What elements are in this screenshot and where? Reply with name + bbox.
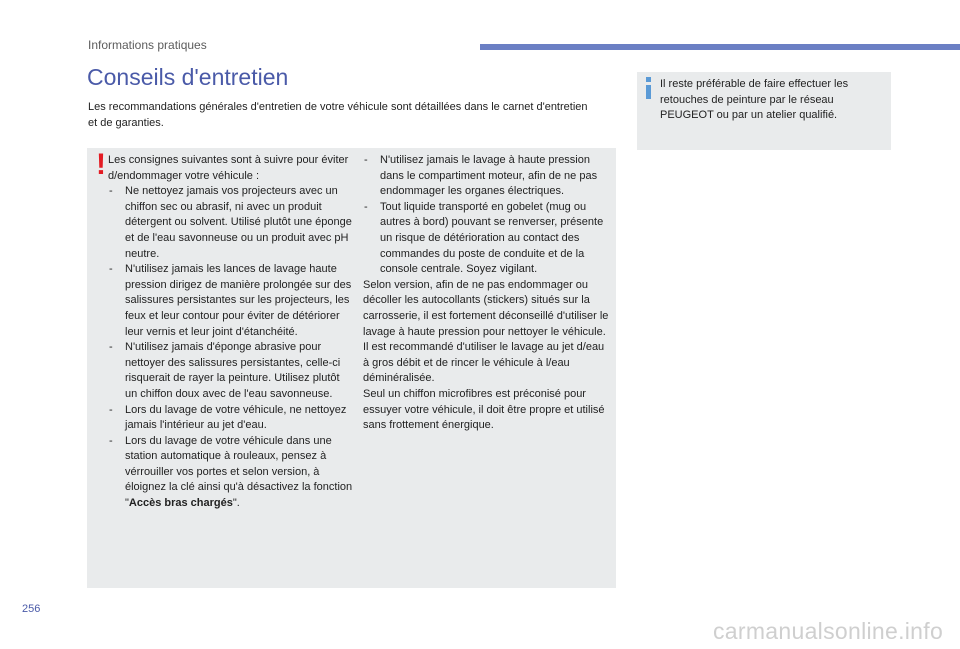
list-item	[363, 153, 609, 200]
list-item-suffix: ".	[232, 497, 240, 510]
warning-right-column	[363, 153, 609, 434]
page-title: Conseils d'entretien	[87, 64, 289, 90]
function-name: Accès bras chargés	[128, 497, 233, 510]
list-item	[108, 403, 353, 434]
list-item	[108, 340, 353, 402]
list-item-text: N'utilisez jamais les lances de lavage haute pression dirigez de manière prolongée sur des salissures persistantes sur les projecteurs, les feux et leur contour pour éviter de détériorer leur vernis et leur joint d'étanchéité.	[125, 263, 352, 338]
list-item-text: N'utilisez jamais d'éponge abrasive pour nettoyer des salissures persistantes, celle-ci risquerait de rayer la peinture. Utilisez plutôt un chiffon doux avec de l'eau savonneuse.	[125, 341, 341, 400]
warning-left-column	[108, 153, 353, 512]
list-item	[363, 200, 609, 278]
info-text: Il reste préférable de faire effectuer les retouches de peinture par le réseau PEUGEOT ou par un atelier qualifié.	[660, 78, 849, 122]
header-bar	[480, 44, 960, 50]
dash: -	[109, 403, 113, 416]
list-item	[108, 262, 353, 340]
page-number: 256	[22, 603, 41, 615]
list-item	[108, 184, 353, 262]
list-item-text: Tout liquide transporté en gobelet (mug ou autres à bord) pouvant se renverser, présente un risque de détérioration au contact des commandes du poste de conduite et de la console centrale. Soyez vigilant.	[380, 200, 604, 276]
dash: -	[109, 263, 113, 276]
info-box	[637, 72, 891, 150]
list-item-text: N'utilisez jamais le lavage à haute pression dans le compartiment moteur, afin de ne pas endommager les organes électriques.	[380, 154, 598, 198]
warning-box	[87, 148, 616, 588]
microfiber-paragraph: Seul un chiffon microfibres est préconisé pour essuyer votre véhicule, il doit être propre et utilisé sans frottement énergique.	[363, 387, 605, 432]
warning-icon: !	[96, 148, 106, 181]
list-item-text: Ne nettoyez jamais vos projecteurs avec un chiffon sec ou abrasif, ni avec un produit détergent ou solvent. Utilisé plutôt une éponge et de l'eau savonneuse ou un produit avec pH neutre.	[125, 185, 352, 260]
dash: -	[109, 434, 113, 447]
stickers-paragraph: Selon version, afin de ne pas endommager ou décoller les autocollants (stickers) situés sur la carrosserie, il est fortement déconseillé d'utiliser le lavage à haute pression pour nettoyer le véhicule. Il est recommandé d'utiliser le lavage au jet d/eau à gros débit et de rincer le véhicule à l/eau déminéralisée.	[363, 278, 609, 385]
intro-text: Les recommandations générales d'entretien de votre véhicule sont détaillées dans le carnet d'entretien et de garanties.	[88, 101, 588, 129]
list-item	[108, 434, 353, 512]
list-item-text: Lors du lavage de votre véhicule dans une station automatique à rouleaux, pensez à vérrouiller vos portes et selon version, à éloignez la clé ainsi qu'à désactivez la fonction "	[125, 434, 353, 510]
list-item-text: Lors du lavage de votre véhicule, ne nettoyez jamais l'intérieur au jet d'eau.	[125, 403, 347, 432]
dash: -	[364, 200, 368, 213]
watermark: carmanualsonline.info	[713, 618, 944, 644]
info-icon	[646, 77, 651, 99]
dash: -	[109, 341, 113, 354]
dash: -	[109, 185, 113, 198]
section-header: Informations pratiques	[88, 38, 207, 52]
warning-intro: Les consignes suivantes sont à suivre pour éviter d/endommager votre véhicule :	[108, 154, 349, 182]
dash: -	[364, 154, 368, 166]
